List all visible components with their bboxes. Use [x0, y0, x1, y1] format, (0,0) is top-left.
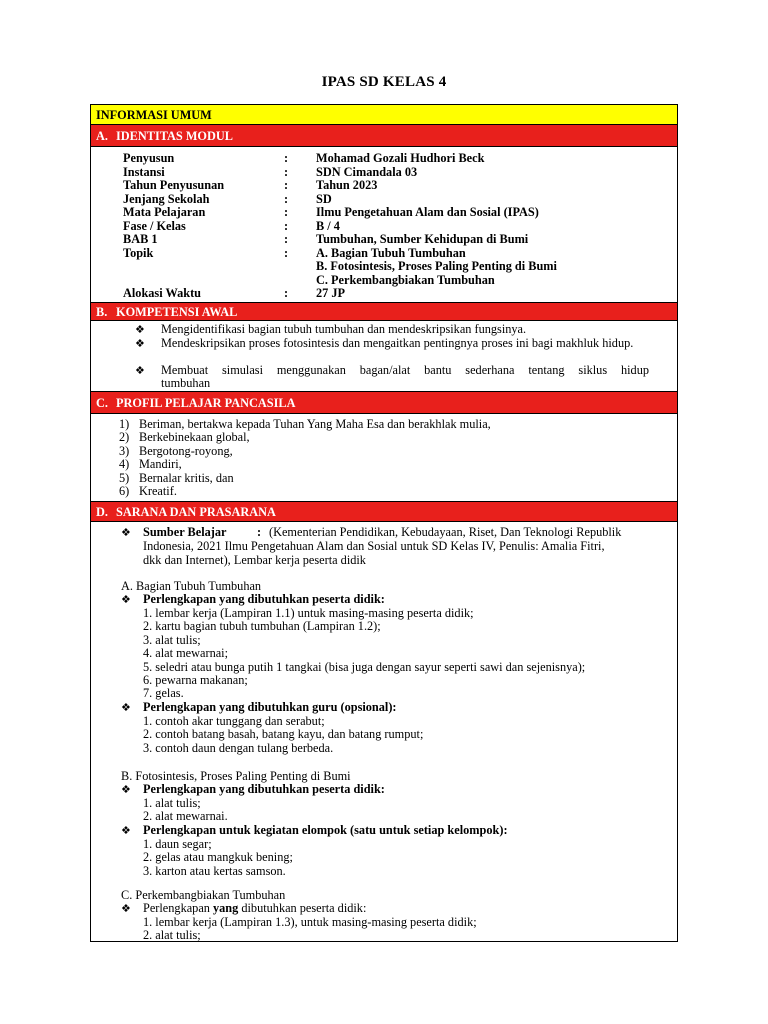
identity-value: B / 4	[316, 218, 340, 233]
section-a-number: A.	[96, 129, 108, 143]
identity-separator: :	[284, 164, 289, 179]
competency-item-2: Mendeskripsikan proses fotosintesis dan mengaitkan pentingnya proses ini bagi makhluk hidup.	[161, 336, 634, 350]
info-header	[91, 105, 677, 125]
identity-separator: :	[284, 232, 289, 246]
section-a-title: IDENTITAS MODUL	[116, 129, 233, 143]
profile-item: Mandiri,	[139, 457, 182, 472]
identity-value: SDN Cimandala 03	[316, 164, 418, 179]
list-item: 2. alat mewarnai.	[143, 809, 228, 824]
list-item: 5. seledri atau bunga putih 1 tangkai (bisa juga dengan sayur seperti sawi dan sejenisnya);	[143, 659, 586, 674]
identity-key: Penyusun	[123, 151, 175, 165]
part-c-group1-title	[143, 902, 366, 915]
part-c-heading: C. Perkembangbiakan Tumbuhan	[121, 888, 286, 902]
list-item: 2. alat tulis;	[143, 928, 201, 943]
section-b-title: KOMPETENSI AWAL	[116, 305, 238, 319]
section-c-header	[91, 392, 677, 414]
list-item: 1. alat tulis;	[143, 796, 201, 810]
identity-key: Topik	[123, 245, 154, 260]
profile-item-number: 5)	[119, 470, 130, 485]
source-text-line3: dkk dan Internet), Lembar kerja peserta didik	[143, 553, 366, 567]
part-b-group2-list	[143, 838, 293, 878]
identity-key: Jenjang Sekolah	[123, 191, 210, 206]
list-item: 3. contoh daun dengan tulang berbeda.	[143, 740, 334, 755]
part-b-group2-title: Perlengkapan untuk kegiatan elompok (satu untuk setiap kelompok):	[143, 823, 508, 837]
identity-value: A. Bagian Tubuh Tumbuhan	[316, 245, 466, 260]
section-b-body	[91, 321, 677, 392]
part-a-group1-title: Perlengkapan yang dibutuhkan peserta didik:	[143, 592, 385, 606]
identity-value: Mohamad Gozali Hudhori Beck	[316, 151, 485, 165]
identity-separator: :	[284, 245, 289, 260]
bullet-icon: ❖	[121, 902, 131, 915]
page-title: IPAS SD KELAS 4	[321, 74, 447, 90]
identity-key: BAB 1	[123, 232, 158, 246]
part-a-group1-list	[143, 607, 585, 701]
section-c-body	[91, 414, 677, 502]
identity-separator: :	[284, 218, 289, 233]
part-a-group2-title: Perlengkapan yang dibutuhkan guru (opsional):	[143, 700, 397, 714]
profile-item-number: 1)	[119, 417, 130, 431]
source-separator: :	[257, 525, 262, 539]
competency-item-1: Mengidentifikasi bagian tubuh tumbuhan dan mendeskripsikan fungsinya.	[161, 322, 527, 336]
profile-item: Berkebinekaan global,	[139, 430, 250, 445]
identity-key: Instansi	[123, 164, 165, 179]
section-d-number: D.	[96, 505, 108, 519]
list-item: 2. kartu bagian tubuh tumbuhan (Lampiran 1.2);	[143, 619, 381, 634]
identity-separator: :	[284, 205, 289, 219]
list-item: 3. alat tulis;	[143, 632, 201, 647]
bullet-icon: ❖	[121, 526, 131, 539]
section-b-header	[91, 303, 677, 321]
list-item: 7. gelas.	[143, 686, 184, 701]
identity-value: 27 JP	[316, 286, 346, 300]
section-c-number: C.	[96, 396, 108, 410]
identity-key: Alokasi Waktu	[123, 286, 202, 300]
identity-value: Ilmu Pengetahuan Alam dan Sosial (IPAS)	[316, 205, 539, 219]
bullet-icon: ❖	[121, 701, 131, 714]
identity-value: SD	[316, 191, 332, 206]
section-a-header	[91, 125, 677, 147]
identity-separator: :	[284, 286, 289, 300]
identity-value: Tahun 2023	[316, 178, 378, 192]
identity-value: B. Fotosintesis, Proses Paling Penting di Bumi	[316, 259, 557, 273]
list-item: 6. pewarna makanan;	[143, 673, 248, 688]
list-item: 1. lembar kerja (Lampiran 1.1) untuk masing-masing peserta didik;	[143, 606, 474, 620]
list-item: 2. contoh batang basah, batang kayu, dan batang rumput;	[143, 727, 424, 742]
info-header-label: INFORMASI UMUM	[96, 108, 212, 122]
part-c-group1-list	[143, 916, 477, 943]
section-d-title: SARANA DAN PRASARANA	[116, 505, 276, 519]
section-b-number: B.	[96, 305, 108, 319]
source-text-line1: (Kementerian Pendidikan, Kebudayaan, Riset, Dan Teknologi Republik	[269, 525, 622, 539]
module-document	[90, 104, 678, 942]
list-item: 2. gelas atau mangkuk bening;	[143, 850, 293, 865]
profile-item: Kreatif.	[139, 484, 177, 498]
bullet-icon: ❖	[135, 323, 145, 336]
part-b-group1-list	[143, 797, 228, 824]
profile-item-number: 3)	[119, 443, 130, 458]
bullet-icon: ❖	[135, 337, 145, 350]
identity-key: Mata Pelajaran	[123, 205, 206, 219]
identity-key: Fase / Kelas	[123, 218, 186, 233]
profile-item: Beriman, bertakwa kepada Tuhan Yang Maha Esa dan berakhlak mulia,	[139, 417, 491, 431]
source-label: Sumber Belajar	[143, 525, 227, 539]
list-item: 1. daun segar;	[143, 837, 212, 851]
identity-value: C. Perkembangbiakan Tumbuhan	[316, 272, 495, 287]
identity-separator: :	[284, 178, 289, 192]
profile-item-number: 6)	[119, 484, 130, 498]
section-d-header	[91, 502, 677, 522]
part-b-group1-title: Perlengkapan yang dibutuhkan peserta didik:	[143, 782, 385, 796]
bullet-icon: ❖	[121, 824, 131, 837]
bullet-icon: ❖	[121, 593, 131, 606]
profile-item-number: 2)	[119, 430, 130, 445]
profile-item: Bernalar kritis, dan	[139, 470, 234, 485]
identity-separator: :	[284, 151, 289, 165]
part-c-title-pre: Perlengkapan	[143, 901, 213, 915]
bullet-icon: ❖	[135, 364, 145, 377]
bullet-icon: ❖	[121, 783, 131, 796]
list-item: 4. alat mewarnai;	[143, 646, 229, 661]
identity-separator: :	[284, 191, 289, 206]
profile-item: Bergotong-royong,	[139, 443, 233, 458]
list-item: 3. karton atau kertas samson.	[143, 863, 286, 878]
source-text-line2: Indonesia, 2021 Ilmu Pengetahuan Alam dan Sosial untuk SD Kelas IV, Penulis: Amalia Fitri,	[143, 539, 605, 553]
list-item: 1. contoh akar tunggang dan serabut;	[143, 714, 325, 728]
part-c-title-post: dibutuhkan peserta didik:	[238, 901, 367, 915]
profile-item-number: 4)	[119, 457, 130, 472]
identity-key: Tahun Penyusunan	[123, 178, 225, 192]
section-c-title: PROFIL PELAJAR PANCASILA	[116, 396, 296, 410]
part-a-heading: A. Bagian Tubuh Tumbuhan	[121, 579, 262, 593]
part-c-title-bold: yang	[213, 901, 239, 915]
list-item: 1. lembar kerja (Lampiran 1.3), untuk masing-masing peserta didik;	[143, 915, 477, 929]
part-a-group2-list	[143, 715, 423, 755]
section-d-body	[91, 522, 677, 941]
competency-item-3: Membuat simulasi menggunakan bagan/alat bantu sederhana tentang siklus hidup tumbuhan	[161, 363, 649, 391]
identity-table	[91, 147, 677, 303]
part-b-heading: B. Fotosintesis, Proses Paling Penting di Bumi	[121, 769, 351, 783]
identity-value: Tumbuhan, Sumber Kehidupan di Bumi	[316, 232, 529, 246]
